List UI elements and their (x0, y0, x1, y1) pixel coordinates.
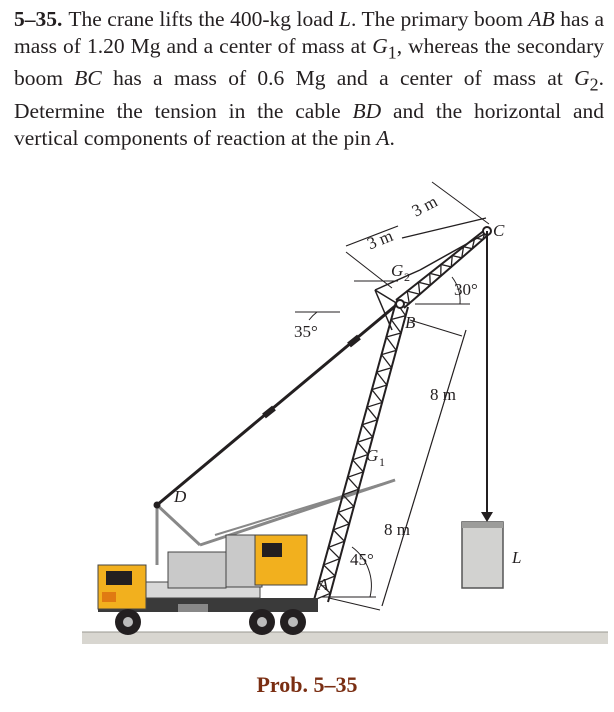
truck-grille (102, 592, 116, 602)
boom-primary-symbol: AB (528, 7, 555, 31)
point-c-label: C (493, 221, 505, 240)
g2-subscript: 2 (589, 74, 599, 95)
problem-text-5: has a mass of 0.6 Mg and a center of mass at (101, 66, 575, 91)
problem-text-7: and the horizontal and vertical components of reaction at the pin (14, 99, 604, 150)
outrigger (178, 604, 208, 612)
angle-bc-label: 30° (454, 280, 478, 299)
point-a-label: A (318, 575, 329, 594)
dim-ab-upper-label: 8 m (430, 385, 456, 404)
load-l (462, 522, 503, 588)
problem-text-4: , whereas the secondary boom (14, 33, 604, 91)
g1-label: G (366, 446, 379, 465)
crane-figure (0, 150, 614, 670)
dim-ab-lower-label: 8 m (384, 520, 410, 539)
g2-label: G (391, 261, 404, 280)
problem-text-6: . Determine the tension in the cable (14, 66, 604, 124)
dim-bc-inner-ext (346, 252, 392, 288)
wheel-rear-2-hub (288, 617, 298, 627)
cable-bd-fitting-2 (349, 337, 359, 345)
wheel-rear-1-hub (257, 617, 267, 627)
point-d-pin (154, 502, 161, 509)
pin-symbol: A (376, 125, 390, 150)
problem-text-1: The crane lifts the 400-kg load (68, 7, 340, 31)
mast-strut-d2 (157, 505, 200, 545)
g1-sub-label: 1 (379, 455, 385, 469)
dim-bc-top-ext (432, 182, 489, 224)
load-label: L (512, 548, 522, 567)
g2-sub-label: 2 (404, 270, 410, 284)
strut-to-boom-2 (215, 480, 395, 535)
wheel-front-hub (123, 617, 133, 627)
angle-cable-label: 35° (294, 322, 318, 341)
crane-truck (98, 535, 318, 612)
dim-ab-ext-b (410, 320, 462, 336)
problem-text-2: . The primary boom (351, 7, 529, 31)
wheels (115, 609, 306, 635)
dim-ab-ext-a (329, 598, 380, 610)
ground (82, 632, 608, 644)
engine-housing (168, 552, 226, 588)
g1-subscript: 1 (387, 41, 397, 62)
operator-cab-window (262, 543, 282, 557)
operator-cab (255, 535, 307, 585)
dim-ab-line (382, 330, 466, 606)
cable-bd-fitting-1 (264, 408, 274, 416)
load-symbol: L (339, 7, 352, 31)
angle-arc-35 (309, 312, 317, 320)
load-l-top (462, 522, 503, 528)
problem-text-3: has a mass of 1.20 Mg and a center of mass at (14, 7, 605, 58)
dim-bc-top-label: 3 m (408, 191, 441, 221)
truck-cab-window (106, 571, 132, 585)
load-hook (481, 512, 493, 522)
problem-text-8: . (389, 125, 395, 150)
problem-number: 5–35. (14, 7, 63, 31)
g1-symbol: G (372, 33, 388, 58)
problem-statement (14, 6, 604, 151)
boom-secondary-symbol: BC (74, 66, 102, 91)
dim-bc-inner-label: 3 m (364, 226, 396, 254)
cable-symbol: BD (352, 99, 382, 124)
point-b-label: B (405, 313, 416, 332)
angle-ab-label: 45° (350, 550, 374, 569)
g2-symbol: G (574, 66, 590, 91)
point-d-label: D (174, 487, 187, 506)
point-b-pin (396, 300, 404, 308)
figure-caption: Prob. 5–35 (256, 672, 358, 697)
